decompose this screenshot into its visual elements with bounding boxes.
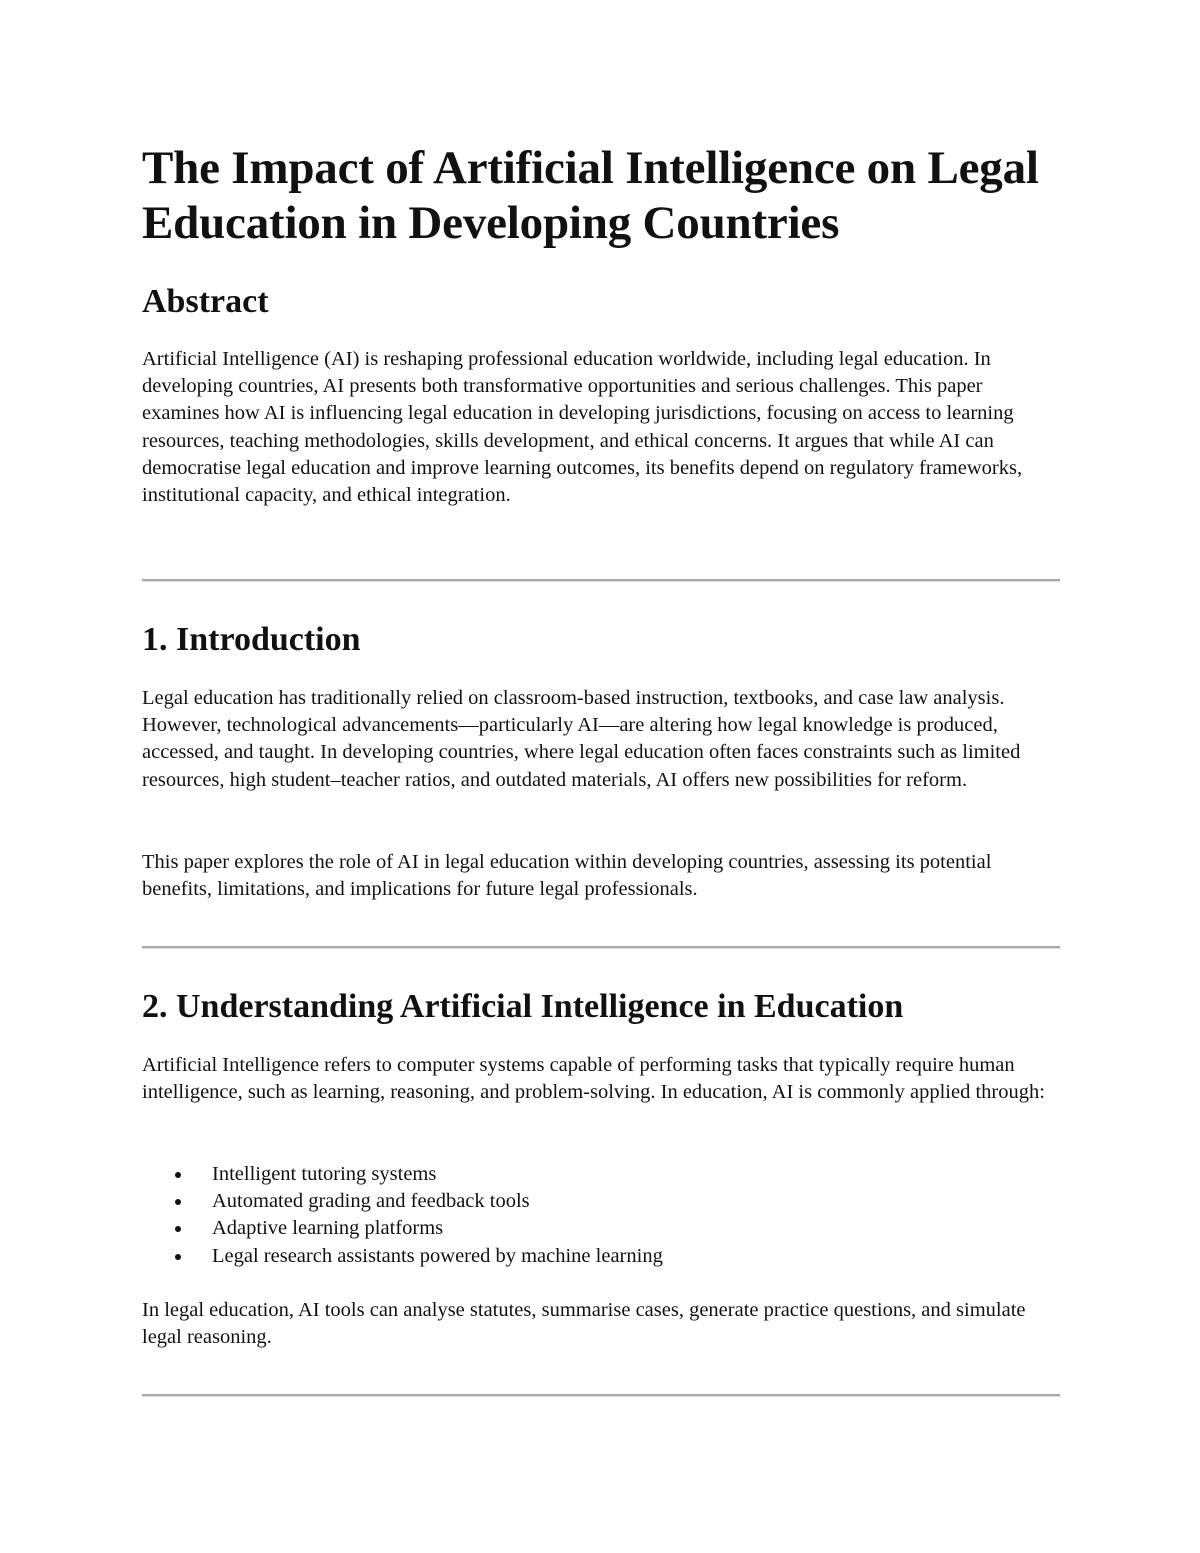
list-item bbox=[142, 1215, 1060, 1242]
bullet-icon bbox=[175, 1199, 181, 1205]
section-divider bbox=[142, 579, 1060, 582]
list-item bbox=[142, 1243, 1060, 1270]
section2-heading: 2. Understanding Artificial Intelligence in Education bbox=[142, 988, 904, 1025]
list-item-text: Intelligent tutoring systems bbox=[212, 1163, 437, 1185]
list-item bbox=[142, 1161, 1060, 1188]
list-item-text: Legal research assistants powered by machine learning bbox=[212, 1244, 663, 1267]
section2-intro-paragraph: Artificial Intelligence refers to computer systems capable of performing tasks that typically require human intelligence, such as learning, reasoning, and problem-solving. In education, AI is commonly applied through: bbox=[142, 1054, 1045, 1104]
bullet-icon bbox=[175, 1254, 181, 1260]
section-divider bbox=[142, 946, 1060, 949]
section2-closing-paragraph: In legal education, AI tools can analyse statutes, summarise cases, generate practice questions, and simulate legal reasoning. bbox=[142, 1299, 1026, 1349]
bullet-icon bbox=[175, 1172, 181, 1178]
introduction-paragraph: Legal education has traditionally relied on classroom-based instruction, textbooks, and case law analysis. However, technological advancements—particularly AI—are altering how legal knowledge is produced, accessed, and taught. In developing countries, where legal education often faces constraints such as limited resources, high student–teacher ratios, and outdated materials, AI offers new possibilities for reform. bbox=[142, 687, 1021, 791]
document-title: The Impact of Artificial Intelligence on Legal Education in Developing Countries bbox=[142, 142, 1039, 249]
list-item-text: Adaptive learning platforms bbox=[212, 1217, 444, 1240]
list-item-text: Automated grading and feedback tools bbox=[212, 1190, 530, 1213]
bullet-icon bbox=[175, 1226, 181, 1232]
ai-applications-list bbox=[142, 1161, 1060, 1270]
introduction-heading: 1. Introduction bbox=[142, 621, 361, 658]
section-divider bbox=[142, 1394, 1060, 1397]
abstract-heading: Abstract bbox=[142, 283, 269, 320]
list-item bbox=[142, 1188, 1060, 1215]
abstract-paragraph: Artificial Intelligence (AI) is reshaping professional education worldwide, including legal education. In developing countries, AI presents both transformative opportunities and serious challenges. This paper examines how AI is influencing legal education in developing jurisdictions, focusing on access to learning resources, teaching methodologies, skills development, and ethical concerns. It argues that while AI can democratise legal education and improve learning outcomes, its benefits depend on regulatory frameworks, institutional capacity, and ethical integration. bbox=[142, 348, 1023, 507]
introduction-paragraph: This paper explores the role of AI in legal education within developing countries, assessing its potential benefits, limitations, and implications for future legal professionals. bbox=[142, 851, 992, 901]
